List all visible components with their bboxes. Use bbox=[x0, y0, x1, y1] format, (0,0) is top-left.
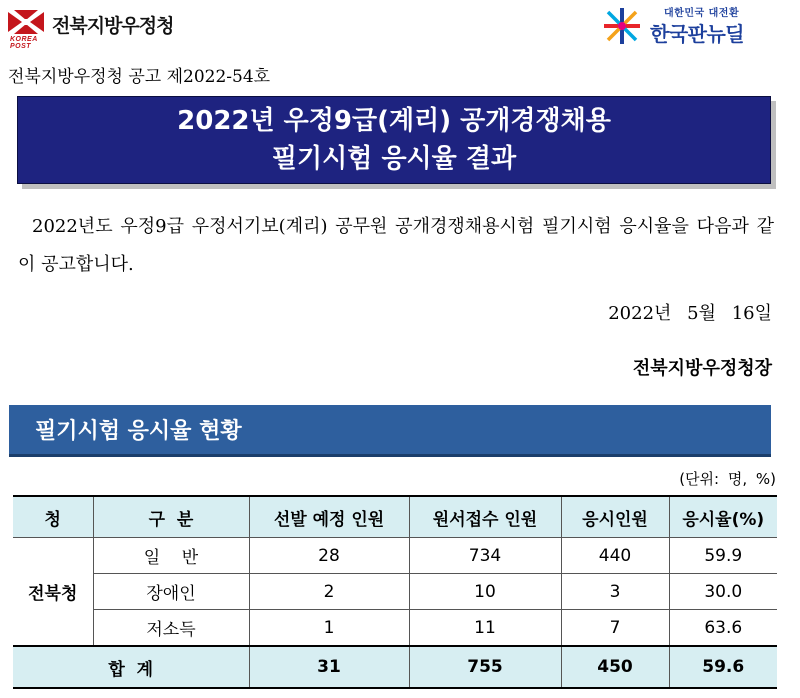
header-applied: 원서접수 인원 bbox=[409, 496, 561, 538]
table-row bbox=[13, 574, 777, 610]
total-planned: 31 bbox=[249, 646, 409, 688]
header-planned: 선발 예정 인원 bbox=[249, 496, 409, 538]
header-rate: 응시율(%) bbox=[669, 496, 777, 538]
unit-note: (단위: 명, %) bbox=[679, 470, 776, 488]
korea-post-sub-label: KOREA POST bbox=[10, 36, 38, 50]
announcement-body: 2022년도 우정9급 우정서기보(계리) 공무원 공개경쟁채용시험 필기시험 응시율을 다음과 같이 공고합니다. bbox=[18, 216, 774, 275]
category-cell: 저소득 bbox=[93, 610, 249, 647]
total-tested: 450 bbox=[561, 646, 669, 688]
header-office: 청 bbox=[13, 496, 93, 538]
left-logo-text: 전북지방우정청 bbox=[52, 15, 174, 37]
planned-cell: 2 bbox=[249, 574, 409, 610]
rate-cell: 30.0 bbox=[669, 574, 777, 610]
signer: 전북지방우정청장 bbox=[632, 358, 772, 379]
notice-number: 전북지방우정청 공고 제2022-54호 bbox=[8, 67, 271, 87]
table-header-row bbox=[13, 496, 777, 538]
table-row bbox=[13, 610, 777, 647]
korea-post-emblem-icon bbox=[6, 8, 46, 50]
title-banner bbox=[17, 96, 771, 184]
tested-cell: 3 bbox=[561, 574, 669, 610]
header-tested: 응시인원 bbox=[561, 496, 669, 538]
new-deal-slogan: 대한민국 대전환 bbox=[664, 8, 740, 19]
applied-cell: 10 bbox=[409, 574, 561, 610]
region-cell: 전북청 bbox=[13, 538, 93, 647]
title-line-2: 필기시험 응시율 결과 bbox=[271, 144, 517, 174]
total-applied: 755 bbox=[409, 646, 561, 688]
section-title: 필기시험 응시율 현황 bbox=[35, 419, 242, 444]
applied-cell: 734 bbox=[409, 538, 561, 574]
tested-cell: 440 bbox=[561, 538, 669, 574]
rate-cell: 63.6 bbox=[669, 610, 777, 647]
table-total-row bbox=[13, 646, 777, 688]
total-label: 합 계 bbox=[13, 646, 249, 688]
header-category: 구 분 bbox=[93, 496, 249, 538]
applied-cell: 11 bbox=[409, 610, 561, 647]
planned-cell: 28 bbox=[249, 538, 409, 574]
rate-cell: 59.9 bbox=[669, 538, 777, 574]
new-deal-brand: 한국판뉴딜 bbox=[650, 22, 745, 46]
new-deal-logo bbox=[602, 4, 778, 50]
planned-cell: 1 bbox=[249, 610, 409, 647]
results-table bbox=[13, 495, 777, 689]
table-row bbox=[13, 538, 777, 574]
new-deal-emblem-icon bbox=[602, 6, 642, 46]
section-header bbox=[9, 405, 771, 457]
korea-post-logo bbox=[6, 6, 226, 50]
tested-cell: 7 bbox=[561, 610, 669, 647]
title-line-1: 2022년 우정9급(계리) 공개경쟁채용 bbox=[177, 106, 611, 136]
announcement-date: 2022년 5월 16일 bbox=[608, 303, 772, 324]
category-cell: 장애인 bbox=[93, 574, 249, 610]
total-rate: 59.6 bbox=[669, 646, 777, 688]
category-cell: 일 반 bbox=[93, 538, 249, 574]
